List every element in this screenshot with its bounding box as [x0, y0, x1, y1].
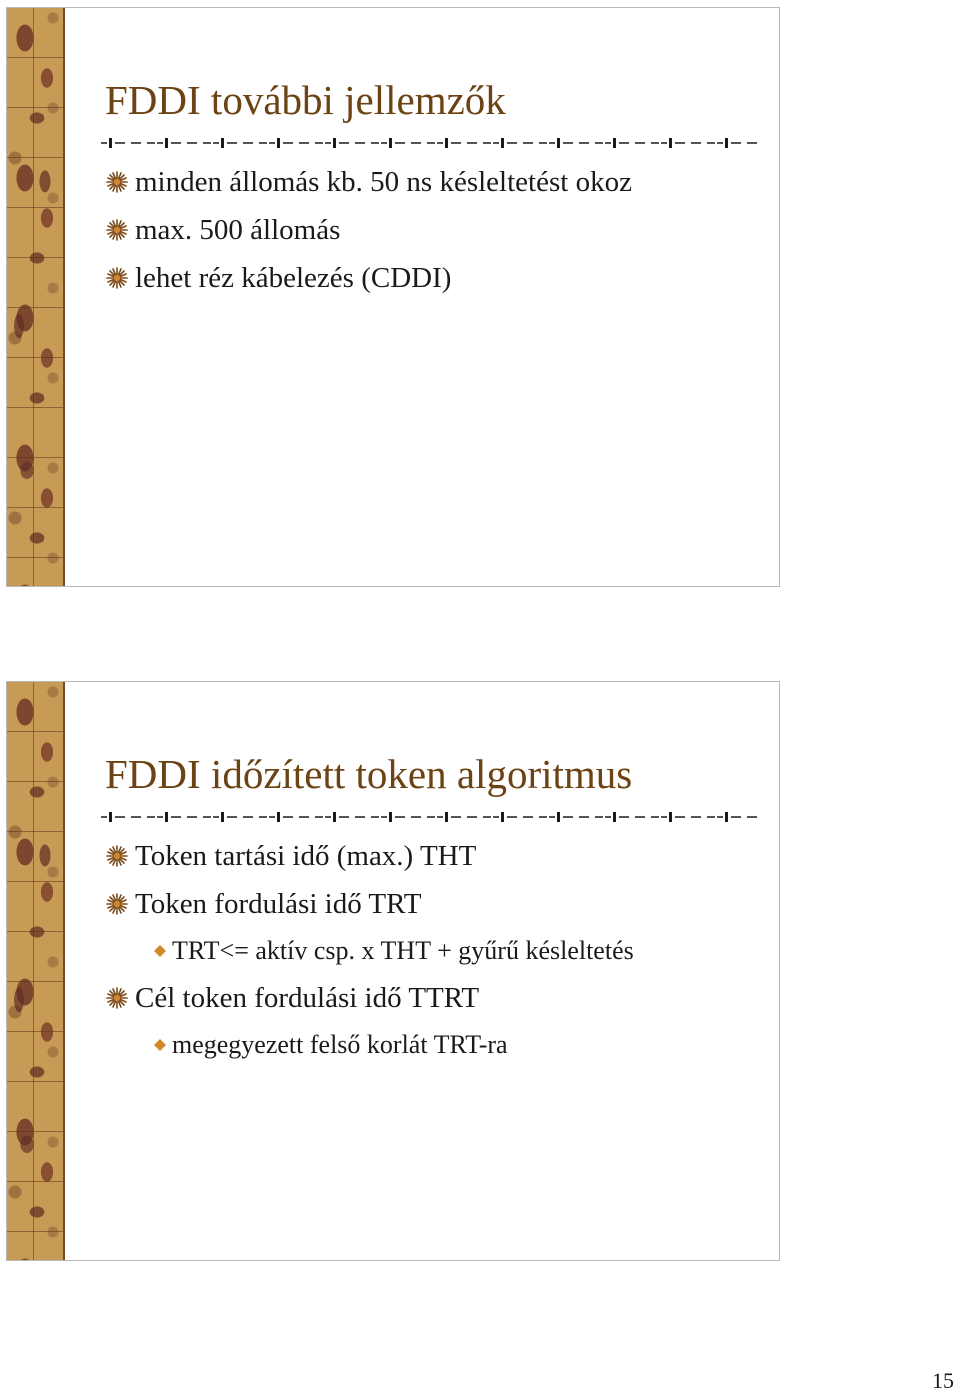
- sub-bullet-item: [105, 928, 765, 974]
- starburst-bullet-icon: [105, 844, 129, 868]
- bullet-item: [105, 254, 765, 302]
- starburst-bullet-icon: [105, 170, 129, 194]
- slide-2: [6, 681, 780, 1261]
- bullet-text: lehet réz kábelezés (CDDI): [135, 261, 452, 294]
- bullet-text: max. 500 állomás: [135, 213, 341, 246]
- bullet-item: [105, 832, 765, 880]
- bullet-item: [105, 158, 765, 206]
- decorative-side-stripe: [7, 682, 65, 1260]
- diamond-bullet-icon: [153, 944, 167, 958]
- bullet-text: Token tartási idő (max.) THT: [135, 839, 477, 872]
- bullet-text: Cél token fordulási idő TTRT: [135, 981, 480, 1014]
- dashed-divider: [101, 811, 757, 823]
- slide-title: FDDI további jellemzők: [105, 77, 506, 123]
- bullet-text: TRT<= aktív csp. x THT + gyűrű késleltetés: [172, 936, 634, 965]
- decorative-side-stripe: [7, 8, 65, 586]
- starburst-bullet-icon: [105, 218, 129, 242]
- dashed-divider: [101, 137, 757, 149]
- bullet-list: [105, 158, 765, 302]
- sub-bullet-item: [105, 1022, 765, 1068]
- bullet-text: Token fordulási idő TRT: [135, 887, 422, 920]
- bullet-text: megegyezett felső korlát TRT-ra: [172, 1030, 508, 1059]
- starburst-bullet-icon: [105, 986, 129, 1010]
- page-number: 15: [932, 1368, 954, 1393]
- bullet-item: [105, 206, 765, 254]
- starburst-bullet-icon: [105, 892, 129, 916]
- slide-title: FDDI időzített token algoritmus: [105, 751, 633, 797]
- slide-1: [6, 7, 780, 587]
- bullet-item: [105, 974, 765, 1022]
- starburst-bullet-icon: [105, 266, 129, 290]
- bullet-item: [105, 880, 765, 928]
- bullet-text: minden állomás kb. 50 ns késleltetést okoz: [135, 165, 632, 198]
- diamond-bullet-icon: [153, 1038, 167, 1052]
- bullet-list: [105, 832, 765, 1068]
